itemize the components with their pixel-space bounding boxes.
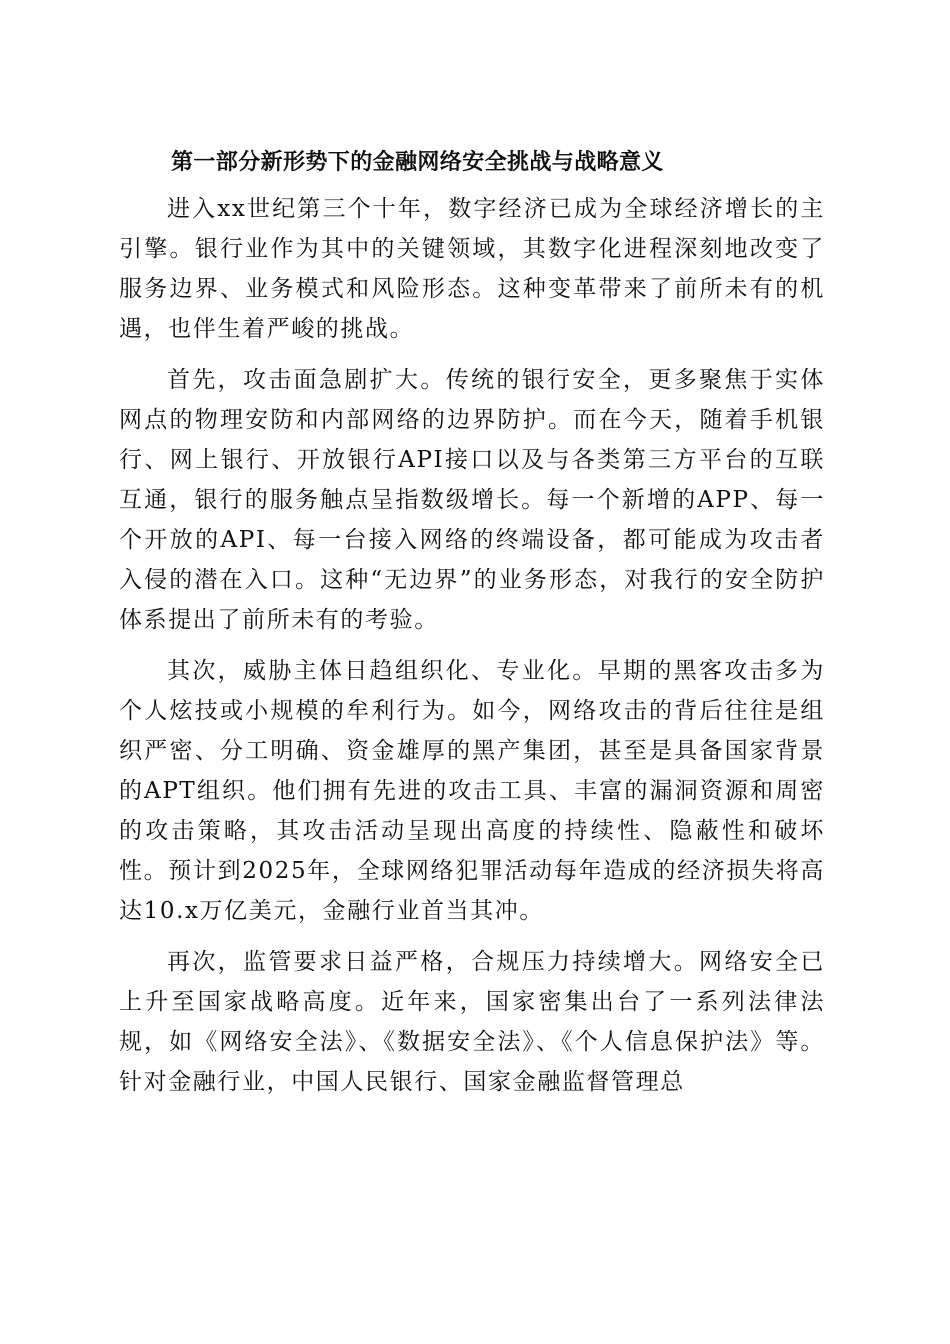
section-heading: 第一部分新形势下的金融网络安全挑战与战略意义	[171, 149, 664, 175]
paragraph-regulation: 再次，监管要求日益严格，合规压力持续增大。网络安全已上升至国家战略高度。近年来，国家密集出台了一系列法律法规，如《网络安全法》、《数据安全法》、《个人信息保护法》等。针对金融行业，中国人民银行、国家金融监督管理总	[119, 949, 825, 1095]
paragraph-threat-actors: 其次，威胁主体日趋组织化、专业化。早期的黑客攻击多为个人炫技或小规模的牟利行为。如今，网络攻击的背后往往是组织严密、分工明确、资金雄厚的黑产集团，甚至是具备国家背景的APT组织。他们拥有先进的攻击工具、丰富的漏洞资源和周密的攻击策略，其攻击活动呈现出高度的持续性、隐蔽性和破坏性。预计到2025年，全球网络犯罪活动每年造成的经济损失将高达10.x万亿美元，金融行业首当其冲。	[119, 658, 825, 924]
document-body	[119, 142, 825, 1102]
paragraph-intro: 进入xx世纪第三个十年，数字经济已成为全球经济增长的主引擎。银行业作为其中的关键领域，其数字化进程深刻地改变了服务边界、业务模式和风险形态。这种变革带来了前所未有的机遇，也伴生着严峻的挑战。	[119, 196, 825, 342]
paragraph-attack-surface: 首先，攻击面急剧扩大。传统的银行安全，更多聚焦于实体网点的物理安防和内部网络的边界防护。而在今天，随着手机银行、网上银行、开放银行API接口以及与各类第三方平台的互联互通，银行的服务触点呈指数级增长。每一个新增的APP、每一个开放的API、每一台接入网络的终端设备，都可能成为攻击者入侵的潜在入口。这种“无边界”的业务形态，对我行的安全防护体系提出了前所未有的考验。	[119, 367, 825, 633]
